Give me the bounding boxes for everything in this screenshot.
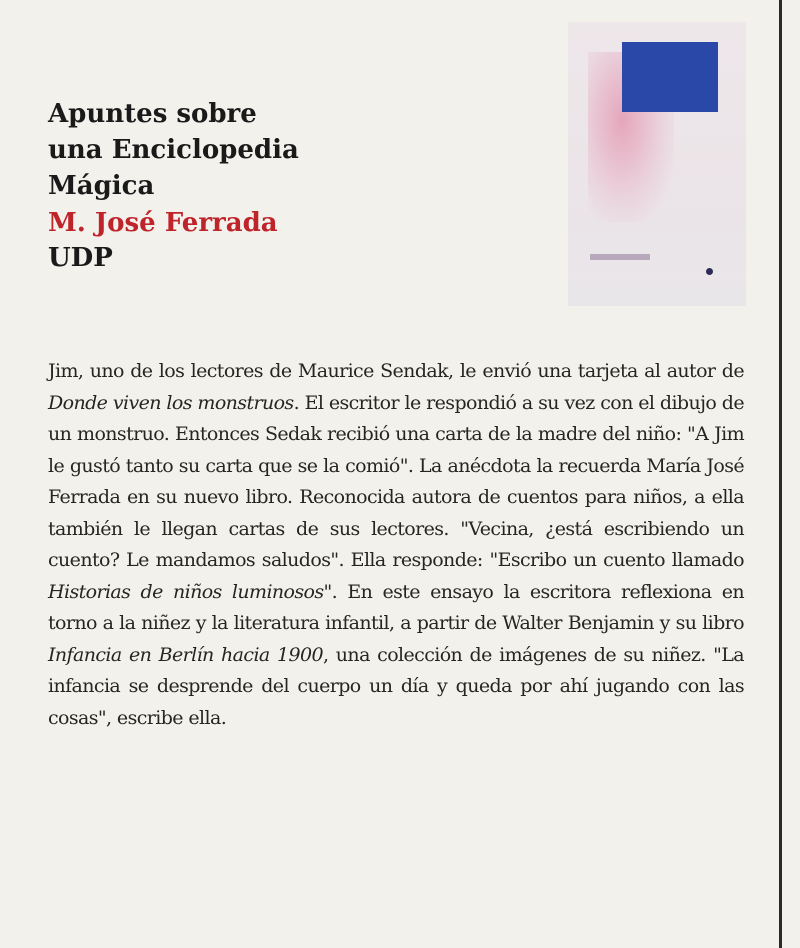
cover-author-line [590, 254, 650, 260]
book-title-reference: Historias de niños luminosos [48, 580, 324, 603]
book-title-reference: Infancia en Berlín hacia 1900 [48, 643, 323, 666]
cover-blue-shape [622, 42, 718, 112]
review-text [48, 356, 744, 734]
cover-publisher-logo-icon [706, 268, 713, 275]
book-author: M. José Ferrada [48, 208, 278, 238]
book-header [48, 96, 548, 274]
review-text-segment: , una colección de imágenes de su niñez. "La infancia se desprende del cuerpo un día y queda por ahí jugando con las cosas", escribe ella. [48, 643, 744, 729]
review-text-segment: Jim, uno de los lectores de Maurice Sendak, le envió una tarjeta al autor de [48, 360, 744, 382]
column-rule [779, 0, 782, 948]
book-publisher: UDP [48, 243, 113, 273]
book-title: Apuntes sobre una Enciclopedia Mágica [48, 99, 299, 201]
review-text-segment: ". En este ensayo la escritora reflexiona en torno a la niñez y la literatura infantil, a partir de Walter Benjamin y su libro [48, 580, 744, 634]
review-paragraph [48, 356, 744, 734]
review-text-segment: . El escritor le respondió a su vez con el dibujo de un monstruo. Entonces Sedak recibió una carta de la madre del niño: "A Jim le gustó tanto su carta que se la comió". La anécdota la recuerda María José Ferrada en su nuevo libro. Reconocida autora de cuentos para niños, a ella también le llegan cartas de sus lectores. "Vecina, ¿está escribiendo un cuento? Le mandamos saludos". Ella responde: "Escribo un cuento llamado [48, 391, 744, 571]
book-title-reference: Donde viven los monstruos [48, 391, 294, 414]
book-cover-image [568, 22, 746, 306]
